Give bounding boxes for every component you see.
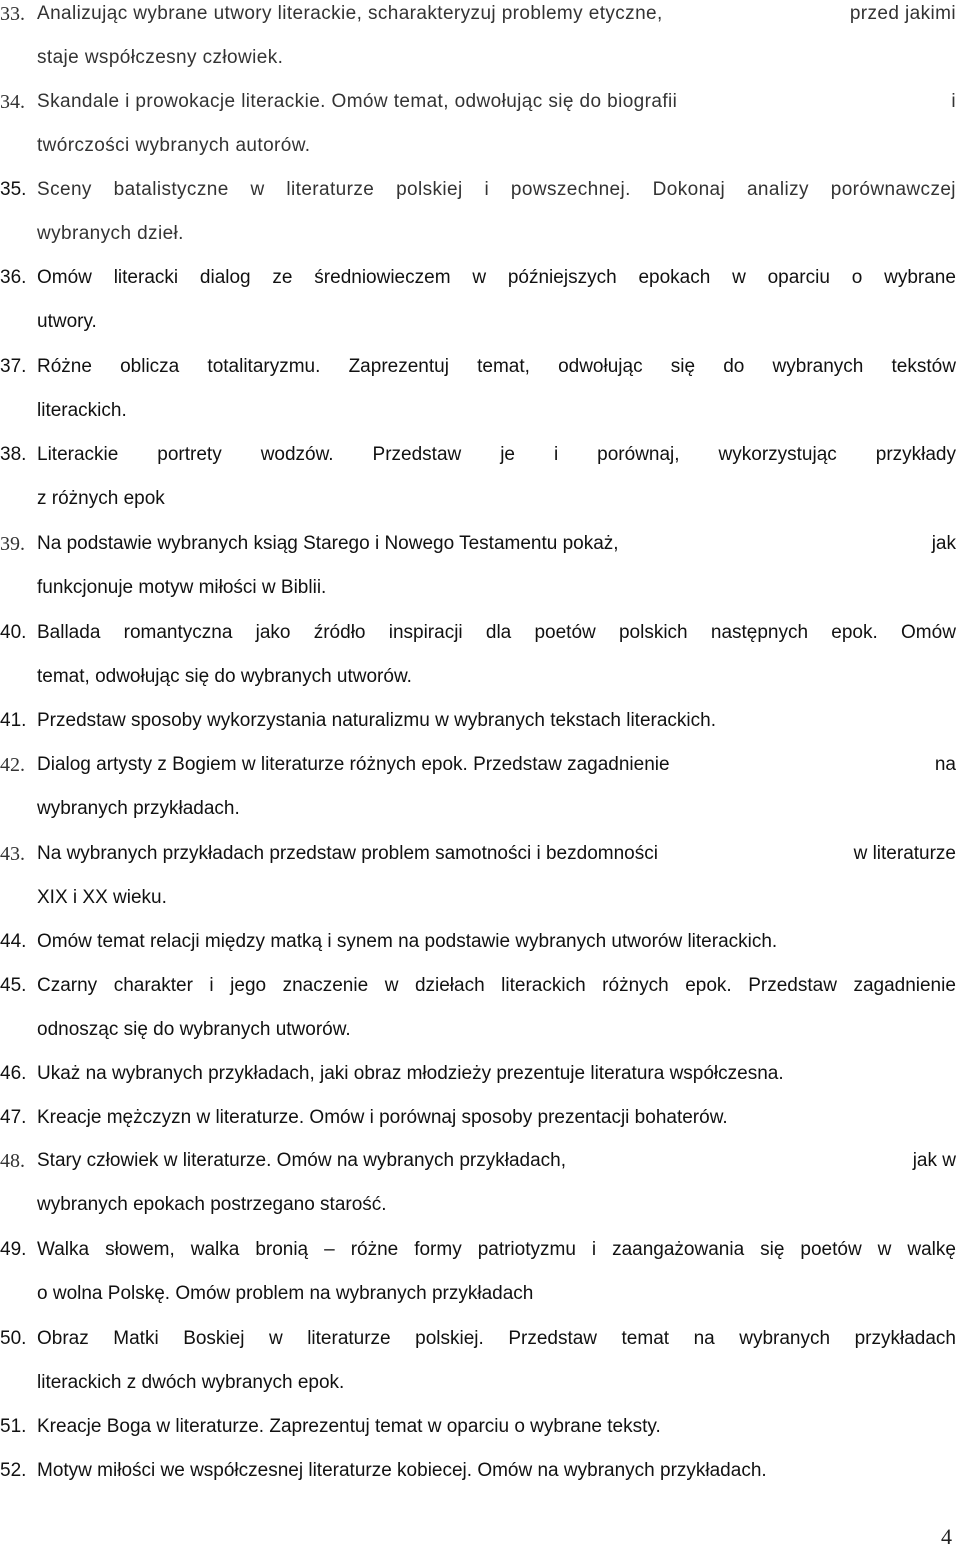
topic-text bbox=[37, 256, 956, 344]
topic-line bbox=[37, 1139, 956, 1183]
topic-line: wybranych epokach postrzegano starość. bbox=[37, 1194, 387, 1215]
topic-line: Literackie portrety wodzów. Przedstaw je i porównaj, wykorzystując przykłady bbox=[37, 444, 956, 465]
topic-line bbox=[37, 832, 956, 876]
topic-text bbox=[37, 1139, 956, 1227]
topic-line bbox=[37, 522, 956, 566]
topic-line bbox=[37, 743, 956, 787]
topic-number: 43. bbox=[0, 843, 25, 865]
topic-line-segment: przed jakimi bbox=[849, 3, 956, 24]
topic-line bbox=[37, 80, 956, 124]
topic-number: 44. bbox=[0, 931, 27, 952]
topic-line-segment: Skandale i prowokacje literackie. Omów temat, odwołując się do biografii bbox=[37, 91, 678, 112]
topic-number: 41. bbox=[0, 710, 27, 731]
topic-number: 42. bbox=[0, 754, 25, 776]
topic-line: staje współczesny człowiek. bbox=[37, 47, 284, 68]
topic-line: Kreacje Boga w literaturze. Zaprezentuj temat w oparciu o wybrane teksty. bbox=[37, 1416, 661, 1437]
topic-line bbox=[37, 0, 956, 36]
topic-text bbox=[37, 522, 956, 610]
topic-text bbox=[37, 964, 956, 1052]
topic-number: 46. bbox=[0, 1063, 27, 1084]
topic-line: Przedstaw sposoby wykorzystania naturalizmu w wybranych tekstach literackich. bbox=[37, 710, 716, 731]
topic-number: 39. bbox=[0, 533, 25, 555]
topic-text bbox=[37, 743, 956, 831]
topic-line-segment: jak w bbox=[912, 1150, 956, 1171]
topic-line-segment: Na podstawie wybranych ksiąg Starego i Nowego Testamentu pokaż, bbox=[37, 533, 619, 554]
topic-text bbox=[37, 1228, 956, 1316]
topic-line: Motyw miłości we współczesnej literaturze kobiecej. Omów na wybranych przykładach. bbox=[37, 1460, 767, 1481]
topic-text bbox=[37, 345, 956, 433]
topic-line-segment: i bbox=[951, 91, 956, 112]
topic-line: literackich. bbox=[37, 400, 127, 421]
topic-line: Kreacje mężczyzn w literaturze. Omów i porównaj sposoby prezentacji bohaterów. bbox=[37, 1107, 728, 1128]
topic-line: Obraz Matki Boskiej w literaturze polskiej. Przedstaw temat na wybranych przykładach bbox=[37, 1328, 956, 1349]
topic-line-segment: w literaturze bbox=[853, 843, 956, 864]
topic-line: wybranych dzieł. bbox=[37, 223, 184, 244]
topic-line: Ballada romantyczna jako źródło inspiracji dla poetów polskich następnych epok. Omów bbox=[37, 622, 956, 643]
topic-number: 48. bbox=[0, 1150, 25, 1172]
topic-line: funkcjonuje motyw miłości w Biblii. bbox=[37, 577, 327, 598]
topic-text bbox=[37, 832, 956, 920]
topic-number: 45. bbox=[0, 975, 27, 996]
topic-text bbox=[37, 1405, 956, 1449]
topic-line: Omów temat relacji między matką i synem na podstawie wybranych utworów literackich. bbox=[37, 931, 778, 952]
topic-text bbox=[37, 1096, 956, 1140]
topic-number: 40. bbox=[0, 622, 27, 643]
topic-number: 35. bbox=[0, 179, 27, 200]
topic-line-segment: Analizując wybrane utwory literackie, scharakteryzuj problemy etyczne, bbox=[37, 3, 663, 24]
topic-number: 51. bbox=[0, 1416, 27, 1437]
topic-text bbox=[37, 1449, 956, 1493]
topic-line: Omów literacki dialog ze średniowieczem w późniejszych epokach w oparciu o wybrane bbox=[37, 267, 956, 288]
topic-line: Walka słowem, walka bronią – różne formy patriotyzmu i zaangażowania się poetów w walkę bbox=[37, 1239, 956, 1260]
topic-number: 49. bbox=[0, 1239, 27, 1260]
topic-line: XIX i XX wieku. bbox=[37, 887, 167, 908]
topic-line: utwory. bbox=[37, 311, 97, 332]
topic-line: Ukaż na wybranych przykładach, jaki obraz młodzieży prezentuje literatura współczesna. bbox=[37, 1063, 784, 1084]
topic-number: 36. bbox=[0, 267, 27, 288]
topic-line: wybranych przykładach. bbox=[37, 798, 240, 819]
topic-line: odnosząc się do wybranych utworów. bbox=[37, 1019, 351, 1040]
topic-number: 33. bbox=[0, 3, 25, 25]
topic-number: 38. bbox=[0, 444, 27, 465]
topic-line-segment: na bbox=[934, 754, 956, 775]
topic-line-segment: Stary człowiek w literaturze. Omów na wybranych przykładach, bbox=[37, 1150, 567, 1171]
topic-text bbox=[37, 1317, 956, 1405]
topic-line: twórczości wybranych autorów. bbox=[37, 135, 311, 156]
topic-line-segment: jak bbox=[931, 533, 956, 554]
topic-text bbox=[37, 168, 956, 256]
topic-number: 47. bbox=[0, 1107, 27, 1128]
topic-number: 34. bbox=[0, 91, 25, 113]
topic-text bbox=[37, 1052, 956, 1096]
topic-line-segment: Na wybranych przykładach przedstaw problem samotności i bezdomności bbox=[37, 843, 658, 864]
topic-line-segment: Dialog artysty z Bogiem w literaturze różnych epok. Przedstaw zagadnienie bbox=[37, 754, 670, 775]
topic-line: Sceny batalistyczne w literaturze polskiej i powszechnej. Dokonaj analizy porównawczej bbox=[37, 179, 956, 200]
topic-line: Czarny charakter i jego znaczenie w dziełach literackich różnych epok. Przedstaw zagadnienie bbox=[37, 975, 956, 996]
page-number: 4 bbox=[941, 1524, 952, 1549]
topic-line: z różnych epok bbox=[37, 488, 165, 509]
topic-text bbox=[37, 80, 956, 168]
topic-number: 37. bbox=[0, 356, 27, 377]
topic-line: o wolna Polskę. Omów problem na wybranych przykładach bbox=[37, 1283, 534, 1304]
topic-line: literackich z dwóch wybranych epok. bbox=[37, 1372, 345, 1393]
topic-text bbox=[37, 0, 956, 80]
topic-line: Różne oblicza totalitaryzmu. Zaprezentuj temat, odwołując się do wybranych tekstów bbox=[37, 356, 956, 377]
topic-number: 50. bbox=[0, 1328, 27, 1349]
topic-text bbox=[37, 920, 956, 964]
topic-text bbox=[37, 611, 956, 699]
topic-number: 52. bbox=[0, 1460, 27, 1481]
topic-text bbox=[37, 433, 956, 521]
topic-text bbox=[37, 699, 956, 743]
topic-line: temat, odwołując się do wybranych utworów. bbox=[37, 666, 412, 687]
